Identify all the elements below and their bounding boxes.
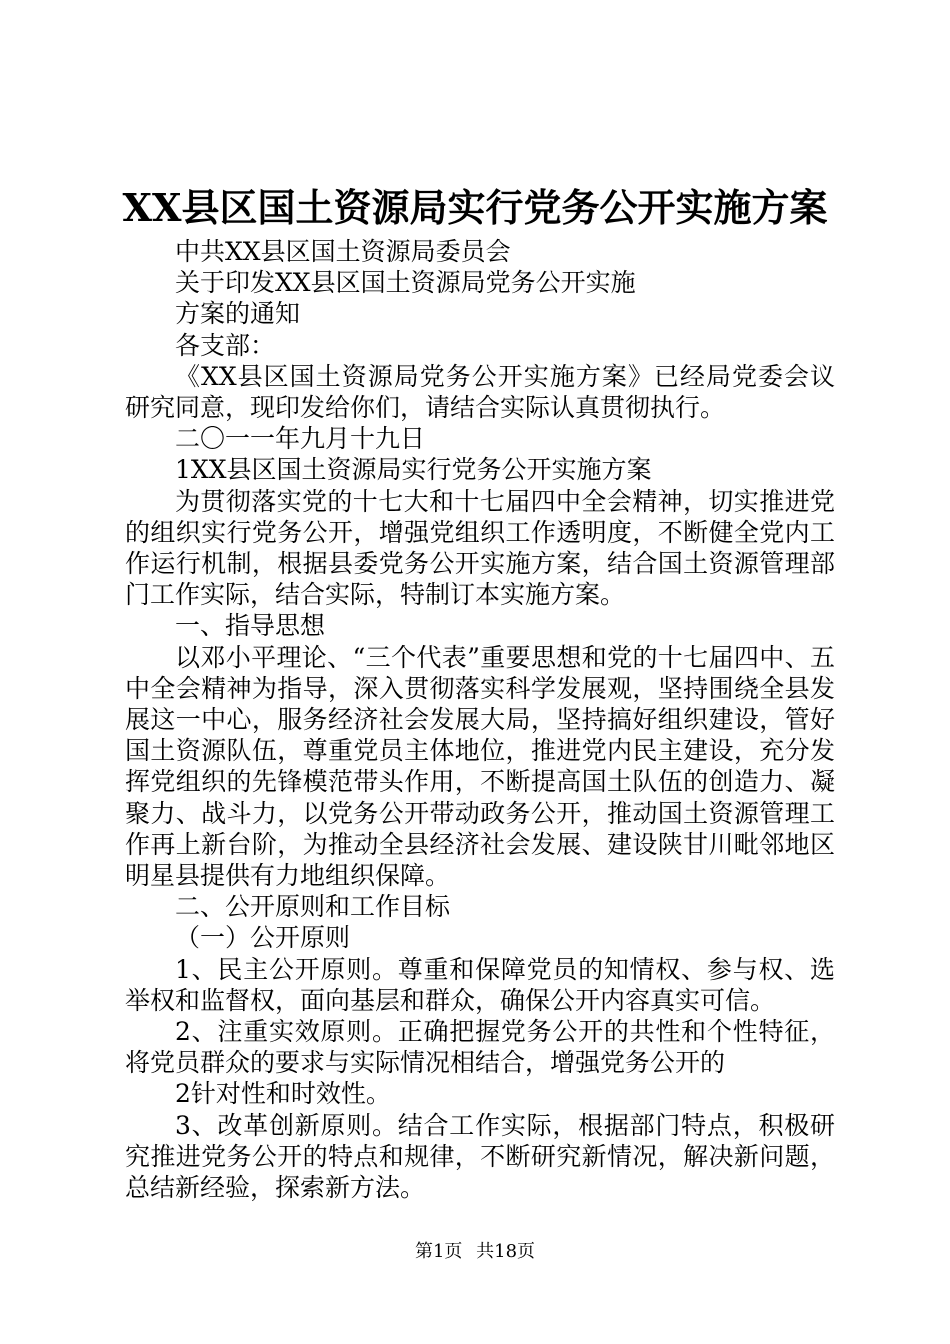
- paragraph-principle-2: 2、注重实效原则。正确把握党务公开的共性和个性特征，将党员群众的要求与实际情况相结合，增强党务公开的: [125, 1017, 835, 1078]
- paragraph-notice-title-1: 关于印发XX县区国土资源局党务公开实施: [175, 268, 636, 298]
- paragraph-date: 二〇一一年九月十九日: [175, 424, 426, 454]
- paragraph-guiding-ideology: 以邓小平理论、“三个代表”重要思想和党的十七届四中、五中全会精神为指导，深入贯彻落实科学发展观，坚持围绕全县发展这一中心，服务经济社会发展大局，坚持搞好组织建设，管好国土资源队伍，尊重党员主体地位，推进党内民主建设，充分发挥党组织的先锋模范带头作用，不断提高国土队伍的创造力、凝聚力、战斗力，以党务公开带动政务公开，推动国土资源管理工作再上新台阶，为推动全县经济社会发展、建设陕甘川毗邻地区明星县提供有力地组织保障。: [125, 642, 835, 891]
- paragraph-issuer: 中共XX县区国土资源局委员会: [175, 237, 511, 266]
- page-total: 共18页: [476, 1241, 536, 1262]
- paragraph-principle-3: 3、改革创新原则。结合工作实际，根据部门特点，积极研究推进党务公开的特点和规律，不断研究新情况，解决新问题，总结新经验，探索新方法。: [125, 1110, 835, 1203]
- paragraph-salutation: 各支部：: [175, 330, 276, 360]
- page-footer: [0, 1240, 950, 1264]
- document-title: XX县区国土资源局实行党务公开实施方案: [122, 185, 828, 230]
- paragraph-intro: 为贯彻落实党的十七大和十七届四中全会精神，切实推进党的组织实行党务公开，增强党组织工作透明度，不断健全党内工作运行机制，根据县委党务公开实施方案，结合国土资源管理部门工作实际，结合实际，特制订本实施方案。: [125, 486, 835, 610]
- subsection-heading-principles: （一）公开原则: [175, 923, 351, 953]
- paragraph-principle-1: 1、民主公开原则。尊重和保障党员的知情权、参与权、选举权和监督权，面向基层和群众，确保公开内容真实可信。: [125, 954, 835, 1015]
- paragraph-plan-title: 1XX县区国土资源局实行党务公开实施方案: [175, 455, 652, 485]
- document-body: [125, 236, 835, 1203]
- section-heading-guiding-ideology: 一、指导思想: [175, 611, 326, 641]
- paragraph-notice-title-2: 方案的通知: [175, 299, 301, 329]
- paragraph-notice-body: 《XX县区国土资源局党务公开实施方案》已经局党委会议研究同意，现印发给你们，请结合实际认真贯彻执行。: [125, 361, 835, 423]
- section-heading-principles-goals: 二、公开原则和工作目标: [175, 892, 451, 922]
- page-number: 第1页: [414, 1241, 463, 1262]
- paragraph-principle-2-continued: 2针对性和时效性。: [175, 1079, 391, 1109]
